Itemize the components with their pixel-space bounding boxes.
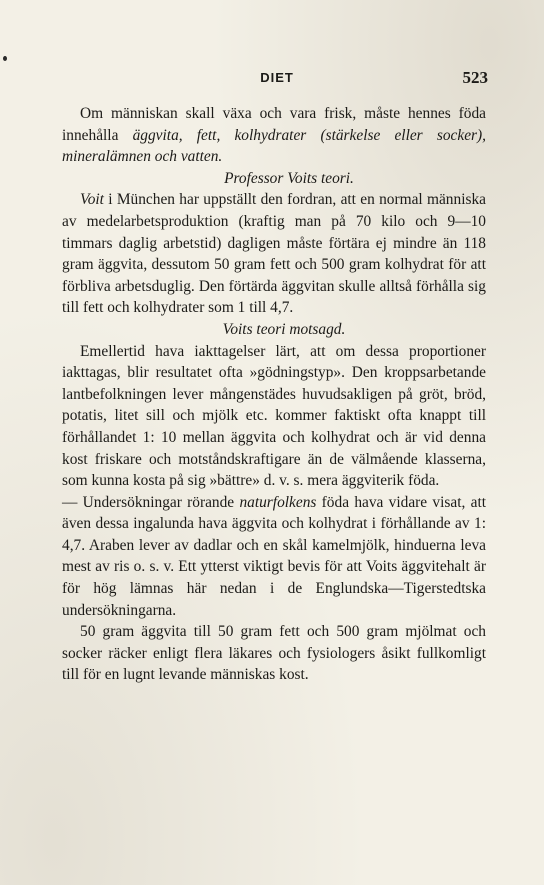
stray-ink-mark	[3, 56, 7, 61]
body-text	[62, 103, 486, 686]
page-header	[62, 66, 492, 88]
paragraph-voit	[62, 189, 486, 319]
running-head: DIET	[260, 70, 294, 85]
voit-name: Voit	[80, 191, 104, 209]
section-heading-motsagd: Voits teori motsagd.	[222, 320, 346, 338]
paragraph-intro	[62, 103, 486, 168]
paragraph-emellertid: Emellertid hava iakttagelser lärt, att om dessa proportioner iakttagas, blir resultatet ofta »gödningstyp». Den kroppsarbetande lantbefolkningen lever mångenstädes huvudsakligen på gröt, bröd, potatis, litet sill och mjölk etc. kommer faktiskt ofta knappt till förhållandet 1: 10 mellan äggvita och kolhydrat och är vid denna kost friskare och motståndskraftigare än de välmående klasserna, som kunna kosta på sig »bättre» d. v. s. mera äggviterik föda.	[62, 342, 486, 490]
page-number: 523	[462, 68, 488, 87]
section-heading-voits-teori: Professor Voits teori.	[224, 169, 354, 187]
naturfolk-term: naturfolkens	[239, 493, 317, 511]
paragraph-conclusion: 50 gram äggvita till 50 gram fett och 500 gram mjölmat och socker räcker enligt flera läkares och fysiologers åsikt fullkomligt till för en lugnt levande människas kost.	[62, 623, 486, 684]
naturfolk-text-a: — Undersökningar rörande	[62, 493, 240, 511]
paragraph-naturfolk	[62, 492, 486, 622]
intro-nutrients: äggvita, fett, kolhydrater (stärkelse eller socker), mineralämnen och vatten.	[62, 126, 486, 166]
intro-text: Om människan skall växa och vara frisk, måste hennes föda innehålla	[62, 105, 486, 144]
naturfolk-text-b: föda hava vidare visat, att även dessa ingalunda hava äggvita och kolhydrat i förhållande av 1: 4,7. Araben lever av dadlar och en skål kamelmjölk, hinduerna leva mest av ris o. s. v. Ett ytterst viktigt bevis för att Voits äggvitehalt är för hög lämnas här nedan i de Englundska—Tigerstedtska undersökningarna.	[62, 493, 486, 619]
voit-text: i München har uppställt den fordran, att en normal människa av medelarbetsproduktion (kraftig man på 70 kilo och 9—10 timmars daglig arbetstid) dagligen måste förtära ej mindre än 118 gram äggvita, dessutom 50 gram fett och 500 gram kolhydrat för att förbliva arbetsduglig. Den förtärda äggvitan skulle alltså förhålla sig till fett och kolhydrater som 1 till 4,7.	[62, 191, 486, 317]
